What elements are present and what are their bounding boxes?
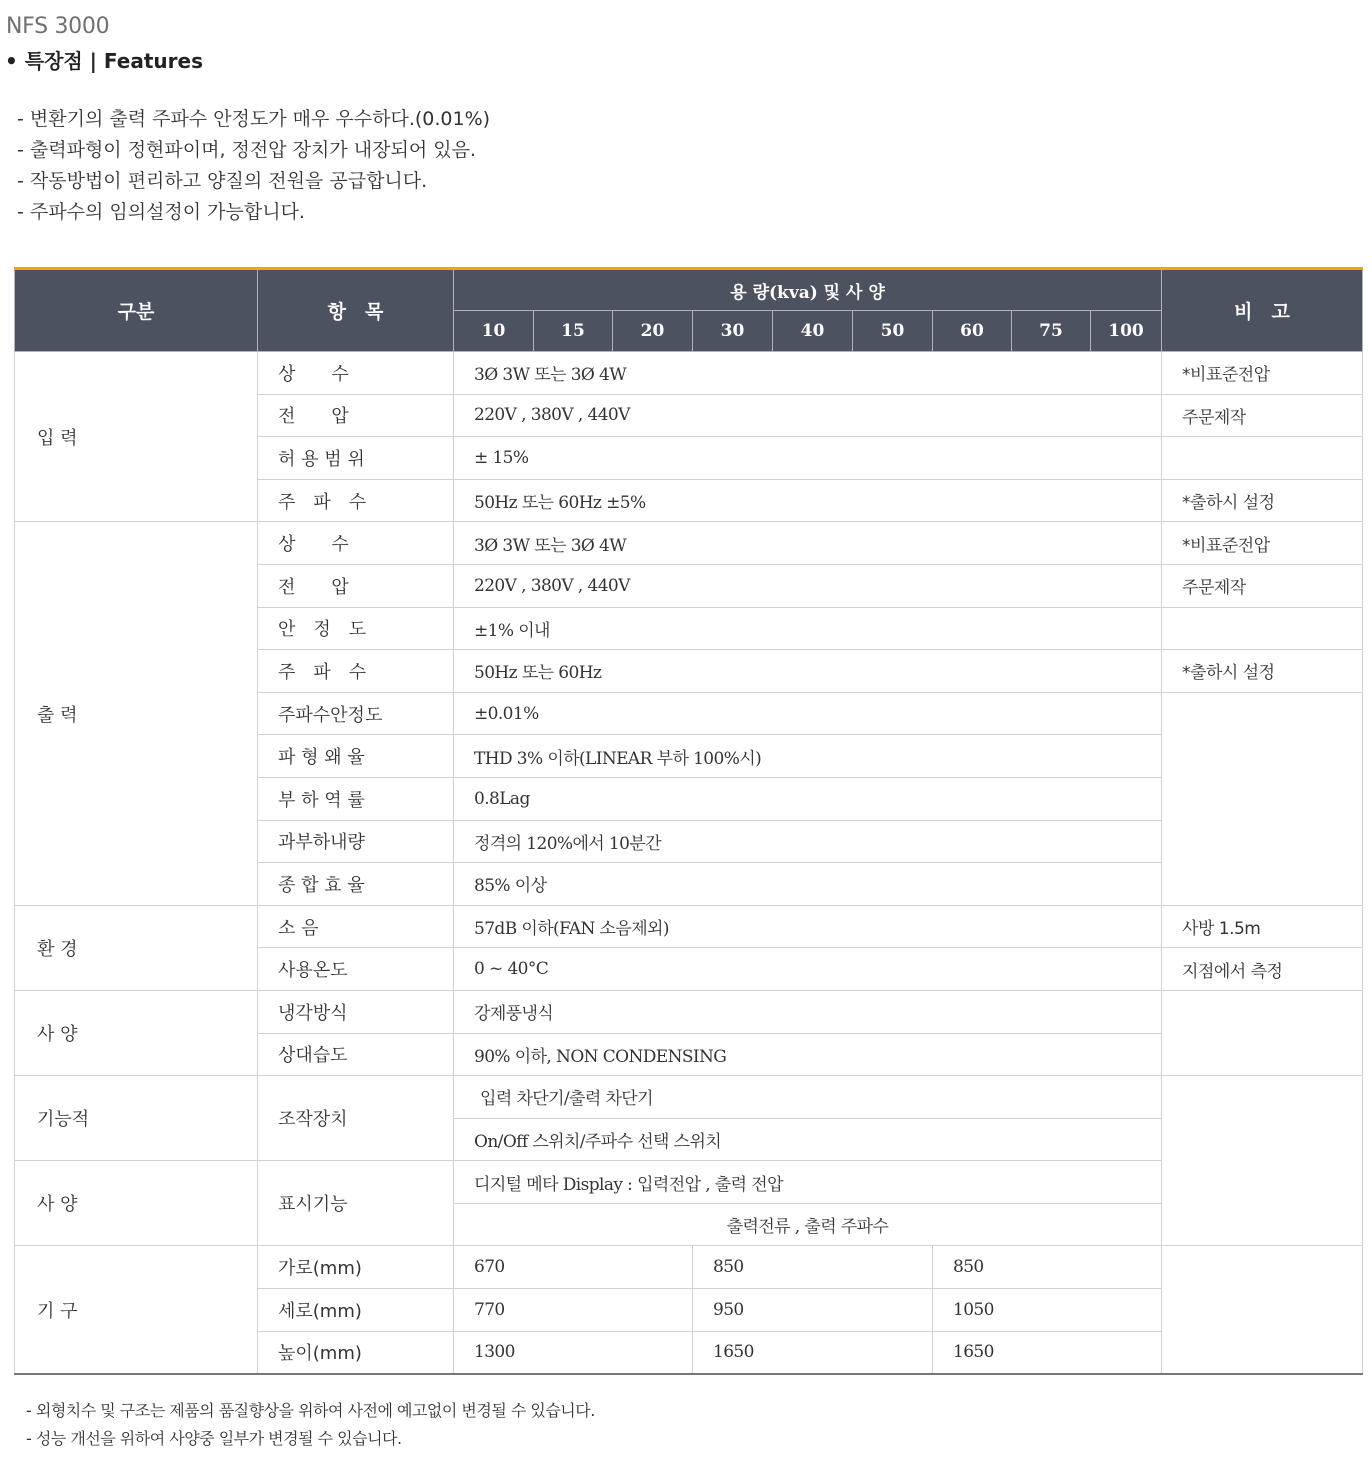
dimension-value: 1650	[693, 1331, 933, 1374]
footnote: - 성능 개선을 위하여 사양중 일부가 변경될 수 있습니다.	[26, 1429, 402, 1448]
dimension-value: 850	[933, 1246, 1162, 1289]
footnote: - 외형치수 및 구조는 제품의 품질향상을 위하여 사전에 예고없이 변경될 수 있습니다.	[26, 1401, 595, 1420]
item-note: 주문제작	[1162, 564, 1363, 607]
item-value: 입력 차단기/출력 차단기	[454, 1076, 1162, 1119]
item-value: 90% 이하, NON CONDENSING	[454, 1033, 1162, 1076]
dimension-value: 770	[454, 1289, 693, 1332]
item-value: 출력전류 , 출력 주파수	[454, 1203, 1162, 1246]
table-row	[15, 1161, 1363, 1204]
item-value: 85% 이상	[454, 863, 1162, 906]
item-note-empty	[1162, 990, 1363, 1075]
item-label: 상 수	[258, 522, 454, 565]
item-label: 허 용 범 위	[258, 437, 454, 480]
item-value: 0.8Lag	[454, 777, 1162, 820]
feature-item: - 작동방법이 편리하고 양질의 전원을 공급합니다.	[17, 170, 428, 192]
item-note: 지점에서 측정	[1162, 948, 1363, 991]
dimension-value: 950	[693, 1289, 933, 1332]
item-label: 전 압	[258, 394, 454, 437]
item-value: THD 3% 이하(LINEAR 부하 100%시)	[454, 735, 1162, 778]
item-label: 가로(mm)	[258, 1246, 454, 1289]
item-value: 57dB 이하(FAN 소음제외)	[454, 905, 1162, 948]
item-label: 상대습도	[258, 1033, 454, 1076]
item-value: 0 ~ 40°C	[454, 948, 1162, 991]
item-value: 50Hz 또는 60Hz ±5%	[454, 479, 1162, 522]
item-value: On/Off 스위치/주파수 선택 스위치	[454, 1118, 1162, 1161]
item-note: 주문제작	[1162, 394, 1363, 437]
category-output: 출 력	[15, 522, 258, 905]
item-note-empty	[1162, 1076, 1363, 1246]
header-capacity-20: 20	[613, 311, 693, 352]
item-label: 표시기능	[258, 1161, 454, 1246]
spec-table	[14, 267, 1363, 1375]
item-label: 조작장치	[258, 1076, 454, 1161]
item-note: *출하시 설정	[1162, 650, 1363, 693]
header-capacity-15: 15	[534, 311, 613, 352]
item-label: 상 수	[258, 352, 454, 395]
table-row	[15, 1246, 1363, 1289]
item-value: 220V , 380V , 440V	[454, 394, 1162, 437]
item-label: 주 파 수	[258, 650, 454, 693]
category-functional: 기능적	[15, 1076, 258, 1161]
features-list	[17, 104, 490, 228]
item-value: 50Hz 또는 60Hz	[454, 650, 1162, 693]
header-capacity-100: 100	[1091, 311, 1162, 352]
item-value: 디지털 메타 Display : 입력전압 , 출력 전압	[454, 1161, 1162, 1204]
header-capacity-30: 30	[693, 311, 773, 352]
table-row	[15, 1076, 1363, 1119]
item-value: ±0.01%	[454, 692, 1162, 735]
category-spec: 사 양	[15, 990, 258, 1075]
header-capacity: 용 량(kva) 및 사 양	[454, 269, 1162, 311]
feature-item: - 주파수의 임의설정이 가능합니다.	[17, 201, 305, 223]
item-label: 사용온도	[258, 948, 454, 991]
item-value: 3Ø 3W 또는 3Ø 4W	[454, 352, 1162, 395]
dimension-value: 1650	[933, 1331, 1162, 1374]
category-input: 입 력	[15, 352, 258, 522]
item-label: 세로(mm)	[258, 1289, 454, 1332]
dimension-value: 1050	[933, 1289, 1162, 1332]
footnotes	[26, 1397, 595, 1453]
item-value: 220V , 380V , 440V	[454, 564, 1162, 607]
table-row	[15, 352, 1363, 395]
item-note-empty	[1162, 1246, 1363, 1374]
item-note: *비표준전압	[1162, 522, 1363, 565]
item-label: 주파수안정도	[258, 692, 454, 735]
dimension-value: 850	[693, 1246, 933, 1289]
table-row	[15, 522, 1363, 565]
item-label: 안 정 도	[258, 607, 454, 650]
item-label: 높이(mm)	[258, 1331, 454, 1374]
item-note-empty	[1162, 692, 1363, 905]
item-note	[1162, 607, 1363, 650]
header-capacity-75: 75	[1012, 311, 1091, 352]
header-category: 구분	[15, 269, 258, 352]
dimension-value: 670	[454, 1246, 693, 1289]
item-note	[1162, 437, 1363, 480]
header-capacity-50: 50	[853, 311, 933, 352]
header-capacity-10: 10	[454, 311, 534, 352]
item-label: 부 하 역 률	[258, 777, 454, 820]
item-note: *비표준전압	[1162, 352, 1363, 395]
model-name: NFS 3000	[6, 14, 110, 39]
item-label: 냉각방식	[258, 990, 454, 1033]
table-row	[15, 990, 1363, 1033]
header-item: 항 목	[258, 269, 454, 352]
features-title: • 특장점 | Features	[5, 49, 203, 73]
item-label: 과부하내량	[258, 820, 454, 863]
feature-item: - 출력파형이 정현파이며, 정전압 장치가 내장되어 있음.	[17, 139, 476, 161]
category-environment: 환 경	[15, 905, 258, 990]
item-label: 주 파 수	[258, 479, 454, 522]
item-note: *출하시 설정	[1162, 479, 1363, 522]
category-spec: 사 양	[15, 1161, 258, 1246]
item-label: 종 합 효 율	[258, 863, 454, 906]
dimension-value: 1300	[454, 1331, 693, 1374]
item-value: 정격의 120%에서 10분간	[454, 820, 1162, 863]
category-mechanical: 기 구	[15, 1246, 258, 1374]
header-capacity-60: 60	[933, 311, 1012, 352]
feature-item: - 변환기의 출력 주파수 안정도가 매우 우수하다.(0.01%)	[17, 108, 491, 130]
item-value: ± 15%	[454, 437, 1162, 480]
item-label: 전 압	[258, 564, 454, 607]
item-note: 사방 1.5m	[1162, 905, 1363, 948]
item-label: 파 형 왜 율	[258, 735, 454, 778]
item-value: 강제풍냉식	[454, 990, 1162, 1033]
header-remarks: 비 고	[1162, 269, 1363, 352]
item-value: 3Ø 3W 또는 3Ø 4W	[454, 522, 1162, 565]
table-row	[15, 905, 1363, 948]
item-value: ±1% 이내	[454, 607, 1162, 650]
item-label: 소 음	[258, 905, 454, 948]
header-capacity-40: 40	[773, 311, 853, 352]
